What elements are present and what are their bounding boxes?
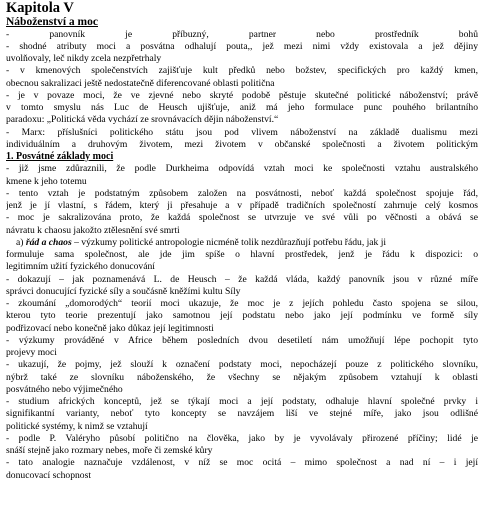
body-line: donucovací schopnost — [6, 469, 91, 481]
body-line: - moc je sakralizována proto, že každá společnost se utvrzuje ve své vůli po věčnosti a obává se — [6, 212, 478, 224]
intro-line: - v kmenových společenstvích zajišťuje kult předků nebo božstev, specifických pro každý kmen, — [6, 65, 478, 77]
body-line: správci donucující fyzické síly a součásně kněžími kultu Síly — [6, 285, 241, 297]
intro-line: obecnou sakralizaci ještě nedostatečně diferencované oblasti politična — [6, 77, 275, 89]
body-line: jenž je jí vlastní, s řádem, který ji přesahuje a v případě tradičních společností zahrnuje celý kosmos — [6, 200, 478, 211]
body-line: posvátného nebo výjimečného — [6, 383, 123, 395]
body-line: podřizovací nebo konečně jako důkaz její legitimnosti — [6, 322, 214, 334]
document-page — [6, 1, 478, 482]
body-line: - tento vztah je podstatným způsobem založen na posvátnosti, neboť každá společnost spojuje řád, — [6, 187, 478, 199]
intro-line: - Marx: příslušníci politického státu jsou pod vlivem náboženství na základě dualismu mezi — [6, 126, 478, 138]
body-line: signifikantní varianty, neboť tyto koncepty se navzájem liší ve stejné míře, jako jsou odlišné — [6, 408, 478, 420]
body-line: - studium afrických konceptů, jež se týkají moci a její podstaty, odhaluje hlavní společné prvky i — [6, 396, 478, 407]
body-line: - již jsme zdůraznili, že podle Durkheima odpovídá vztah moci ke společnosti vztahu australského — [6, 163, 478, 175]
intro-line: - je v povaze moci, že ve zjevné nebo skryté podobě pěstuje skutečné politické náboženství; právě — [6, 89, 478, 101]
body-line: legitimním užití fyzického donucování — [6, 261, 155, 273]
subsection-a-label: a) — [16, 236, 24, 248]
body-line: snáší stejně jako rozmary nebes, moře či zemské kůry — [6, 445, 213, 456]
intro-line: paradoxu: „Politická věda vychází ze srovnávacích dějin náboženství.“ — [6, 114, 279, 126]
body-line: - dokazují – jak poznamenává L. de Heusch – že každá vláda, každý panovník jsou v různé míře — [6, 273, 478, 285]
body-line: - výzkumy prováděné v Africe během posledních dvou desetiletí nám umožňují lépe pochopit tyto — [6, 334, 478, 346]
chapter-heading: Kapitola V — [6, 0, 74, 16]
section-heading: 1. Posvátné základy moci — [6, 151, 114, 162]
intro-line: uvolňovaly, leč nikdy zcela nezpřetrhaly — [6, 53, 162, 64]
body-line: formuluje sama společnost, ale jde jim spíše o hlavní prostředek, jenž je řádu k dispozici: o — [6, 249, 478, 260]
chapter-subtitle: Náboženství a moc — [6, 16, 98, 28]
body-line: politické systémy, k nimž se vztahují — [6, 420, 148, 432]
body-line: - podle P. Valéryho působí politično na člověka, jako by je vyvolávaly přirozené příčiny; lidé je — [6, 432, 478, 444]
subsection-a-line — [6, 237, 478, 249]
intro-line: v tomto smyslu nás Luc de Heusch ujišťuje, aniž má jeho formulace punc pouhého brilantního — [6, 102, 478, 113]
body-line: nýbrž také ze slovníku náboženského, že všechny se nějakým způsobem vztahují k oblasti — [6, 371, 478, 383]
body-line: kterou tyto teorie prezentují jako samotnou její podstatu nebo jako její podmínku ve formě síly — [6, 310, 478, 322]
subsection-a-text: – výzkumy politické antropologie nicméně tolik nezdůrazňují potřebu řádu, jak ji — [71, 236, 387, 248]
intro-line: individuálním a druhovým životem, mezi životem v občanské společnosti a životem politickým — [6, 138, 478, 150]
body-line: projevy moci — [6, 347, 57, 358]
intro-line: - panovník je příbuzný, partner nebo prostředník bohů — [6, 28, 478, 40]
body-line: návratu k chaosu jakožto ztělesnění své smrti — [6, 224, 180, 236]
body-line: - zkoumání „domorodých“ teorií moci ukazuje, že moc je z jejích pohledu často spojena se silou, — [6, 298, 478, 309]
intro-line: - shodné atributy moci a posvátna odhalují pouta,, jež mezi nimi vždy existovala a jež dějiny — [6, 40, 478, 52]
subsection-a-title: řád a chaos — [25, 236, 72, 248]
body-line: kmene k jeho totemu — [6, 175, 87, 187]
body-line: - ukazují, že pojmy, jež slouží k označení podstaty moci, nepocházejí pouze z politického slovníku, — [6, 359, 478, 371]
body-line: - tato analogie naznačuje vzdálenost, v níž se moc ocitá – mimo společnost a nad ní – i její — [6, 457, 478, 469]
